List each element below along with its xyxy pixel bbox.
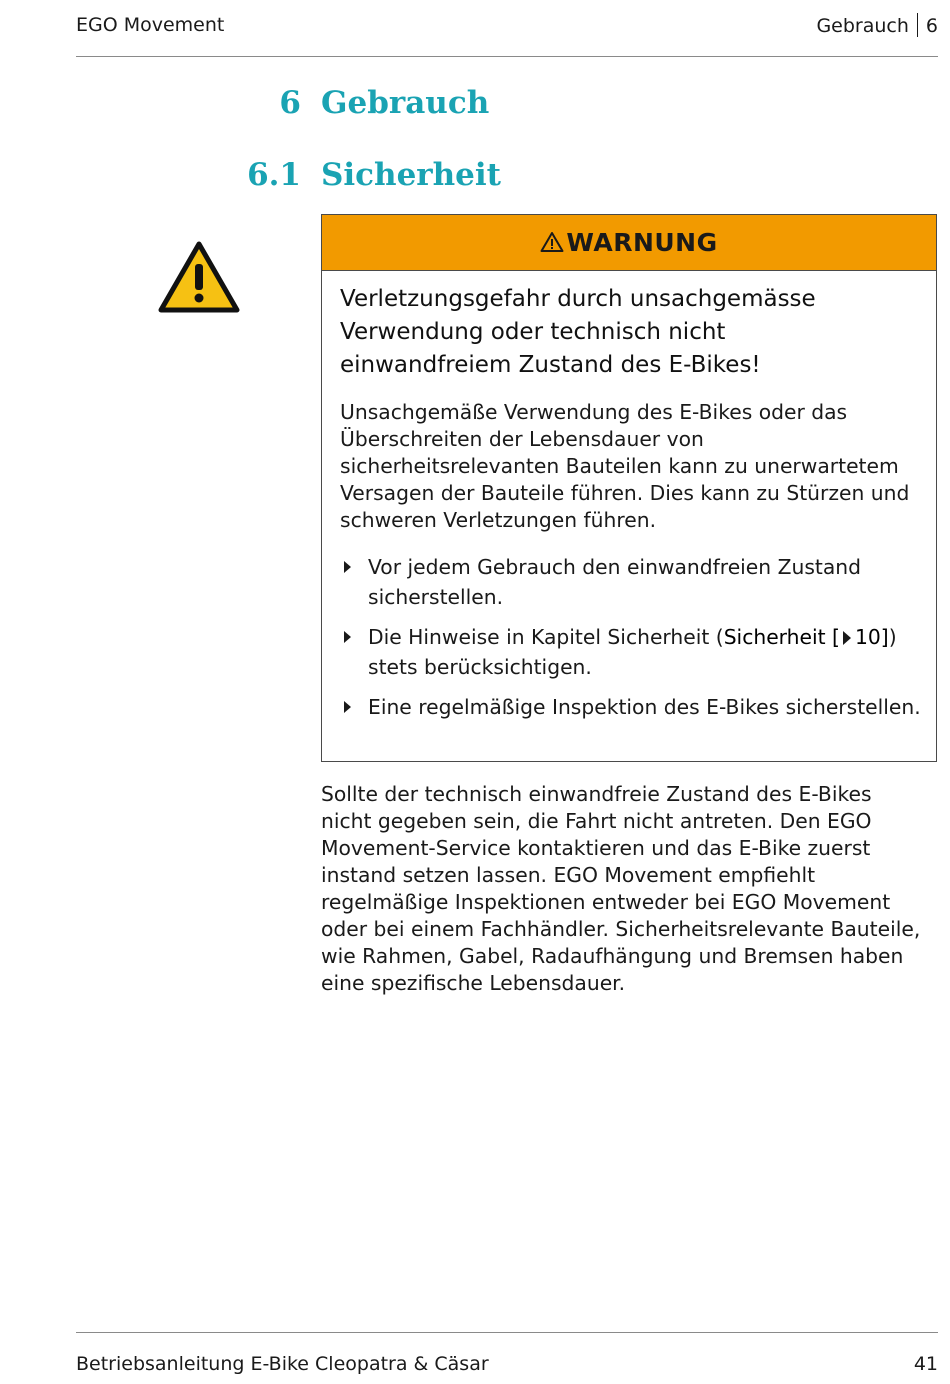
bullet-arrow-icon [344, 561, 351, 573]
chapter-number: 6 [279, 85, 301, 121]
header-separator [917, 13, 918, 37]
warning-title: Verletzungsgefahr durch unsachgemässe Verwendung oder technisch nicht einwandfreiem Zustand des E-Bikes! [340, 286, 816, 378]
footer-page-number: 41 [913, 1353, 938, 1375]
bullet-arrow-icon [344, 631, 351, 643]
warning-label: WARNUNG [566, 228, 718, 257]
xref-arrow-icon [843, 631, 851, 645]
list-item [340, 692, 925, 722]
running-header-section-title: Gebrauch [816, 15, 909, 37]
warning-description: Unsachgemäße Verwendung des E-Bikes oder das Überschreiten der Lebensdauer von sicherheitsrelevanten Bauteilen kann zu unerwartetem Versagen der Bauteile führen. Dies kann zu Stürzen und schweren Verletzungen führen. [340, 400, 910, 532]
list-item-text: Vor jedem Gebrauch den einwandfreien Zustand sicherstellen. [368, 555, 862, 609]
list-item-text: Eine regelmäßige Inspektion des E-Bikes sicherstellen. [368, 695, 921, 719]
chapter-title: Gebrauch [321, 85, 490, 121]
xref-label: Sicherheit [ [723, 625, 840, 649]
footer-rule [76, 1332, 938, 1333]
list-item [340, 552, 925, 612]
list-item [340, 622, 925, 682]
xref-page: 10] [854, 625, 889, 649]
warning-triangle-icon [157, 240, 241, 314]
section-title: Sicherheit [321, 157, 501, 193]
list-item-text: Die Hinweise in Kapitel Sicherheit ( [368, 625, 724, 649]
running-header-section [816, 13, 938, 38]
running-header-brand: EGO Movement [76, 14, 225, 36]
bullet-arrow-icon [344, 701, 351, 713]
header-rule [76, 56, 938, 57]
footer-document-title: Betriebsanleitung E-Bike Cleopatra & Cäsar [76, 1353, 489, 1375]
running-header-chapter-number: 6 [925, 15, 938, 37]
section-number: 6.1 [247, 157, 301, 193]
body-paragraph: Sollte der technisch einwandfreie Zustand des E-Bikes nicht gegeben sein, die Fahrt nicht antreten. Den EGO Movement-Service kontaktieren und das E-Bike zuerst instand setzen lassen. EGO Movement empfiehlt regelmäßige Inspektionen entweder bei EGO Movement oder bei einem Fachhändler. Sicherheitsrelevante Bauteile, wie Rahmen, Gabel, Radaufhängung und Bremsen haben eine spezifische Lebensdauer. [321, 782, 921, 995]
warning-instructions [340, 552, 925, 732]
warning-small-icon [540, 231, 564, 253]
warning-banner [322, 215, 936, 271]
list-item-text-end: ) stets berücksichtigen. [368, 625, 897, 679]
cross-reference-link[interactable] [724, 625, 889, 649]
warning-box [321, 214, 937, 762]
